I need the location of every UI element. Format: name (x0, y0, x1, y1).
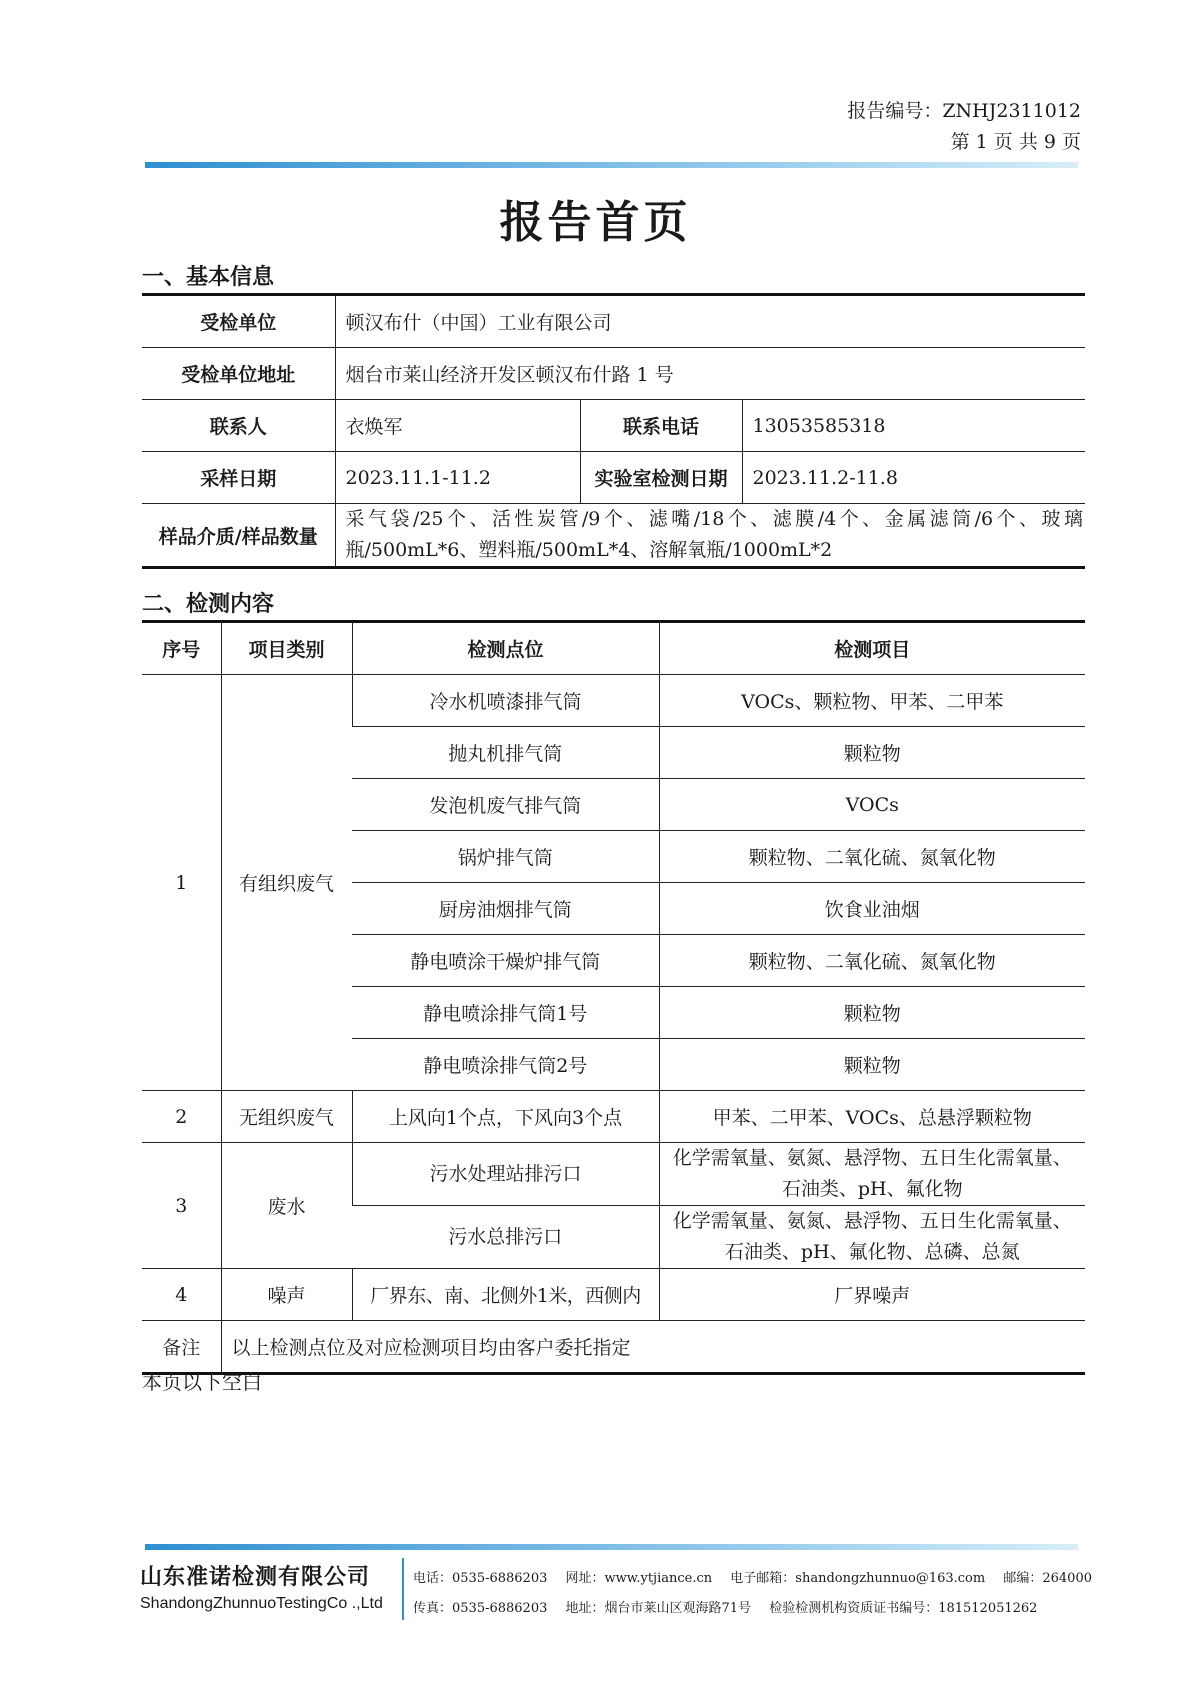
table-row (142, 675, 1085, 727)
detection-items: 饮食业油烟 (659, 883, 1085, 935)
detection-items: VOCs、颗粒物、甲苯、二甲苯 (659, 675, 1085, 727)
footer-address: 地址：烟台市莱山区观海路71号 (565, 1601, 752, 1616)
samples-label: 样品介质/样品数量 (142, 504, 335, 568)
detection-point: 污水处理站排污口 (352, 1143, 659, 1206)
table-row (142, 1143, 1085, 1206)
detection-table (142, 620, 1085, 1375)
lab-date-label: 实验室检测日期 (580, 452, 742, 504)
group-category: 无组织废气 (221, 1091, 352, 1143)
detection-items: VOCs (659, 779, 1085, 831)
inspected-unit-label: 受检单位 (142, 295, 335, 348)
detection-items: 颗粒物、二氧化硫、氮氧化物 (659, 935, 1085, 987)
company-name-cn: 山东准诺检测有限公司 (140, 1565, 371, 1590)
report-header (847, 96, 1081, 158)
footer-fax: 传真：0535-6886203 (413, 1601, 548, 1616)
group-category: 有组织废气 (221, 675, 352, 1091)
sampling-date-value: 2023.11.1-11.2 (335, 452, 580, 504)
footer-website: 网址：www.ytjiance.cn (565, 1571, 713, 1586)
address-value: 烟台市莱山经济开发区顿汉布什路 1 号 (335, 348, 1085, 400)
lab-date-value: 2023.11.2-11.8 (742, 452, 1085, 504)
table-header-row (142, 622, 1085, 675)
footer-contact-line-1 (413, 1567, 1106, 1586)
column-header: 检测点位 (352, 622, 659, 675)
footer-vertical-divider (402, 1558, 404, 1620)
footer-tel: 电话：0535-6886203 (413, 1571, 548, 1586)
detection-items: 颗粒物 (659, 727, 1085, 779)
footer-company (140, 1560, 383, 1613)
detection-items: 颗粒物、二氧化硫、氮氧化物 (659, 831, 1085, 883)
report-number: 报告编号：ZNHJ2311012 (847, 100, 1081, 122)
group-number: 1 (142, 675, 221, 1091)
table-row (142, 400, 1085, 452)
detection-point: 静电喷涂干燥炉排气筒 (352, 935, 659, 987)
sampling-date-label: 采样日期 (142, 452, 335, 504)
blank-below-note: 本页以下空白 (142, 1370, 262, 1394)
detection-point: 冷水机喷漆排气筒 (352, 675, 659, 727)
section-basic-info-heading: 一、基本信息 (142, 264, 275, 290)
column-header: 项目类别 (221, 622, 352, 675)
phone-value: 13053585318 (742, 400, 1085, 452)
table-row (142, 452, 1085, 504)
footer-contact-line-2 (413, 1597, 1051, 1616)
remark-row (142, 1321, 1085, 1374)
inspected-unit-value: 顿汉布什（中国）工业有限公司 (335, 295, 1085, 348)
detection-point: 静电喷涂排气筒2号 (352, 1039, 659, 1091)
table-row (142, 504, 1085, 568)
table-row (142, 1091, 1085, 1143)
detection-items: 颗粒物 (659, 987, 1085, 1039)
table-row (142, 1269, 1085, 1321)
footer-email: 电子邮箱：shandongzhunnuo@163.com (730, 1571, 986, 1586)
column-header: 检测项目 (659, 622, 1085, 675)
group-number: 3 (142, 1143, 221, 1269)
detection-point: 发泡机废气排气筒 (352, 779, 659, 831)
group-category: 噪声 (221, 1269, 352, 1321)
detection-items: 颗粒物 (659, 1039, 1085, 1091)
detection-point: 上风向1个点，下风向3个点 (352, 1091, 659, 1143)
detection-items: 厂界噪声 (659, 1269, 1085, 1321)
footer-divider-bar (145, 1544, 1078, 1550)
company-name-en: ShandongZhunnuoTestingCo .,Ltd (140, 1595, 383, 1612)
column-header: 序号 (142, 622, 221, 675)
detection-items: 甲苯、二甲苯、VOCs、总悬浮颗粒物 (659, 1091, 1085, 1143)
detection-items: 化学需氧量、氨氮、悬浮物、五日生化需氧量、石油类、pH、氟化物 (659, 1143, 1085, 1206)
contact-value: 衣焕军 (335, 400, 580, 452)
section-detection-heading: 二、检测内容 (142, 591, 275, 617)
group-category: 废水 (221, 1143, 352, 1269)
page-title: 报告首页 (499, 197, 692, 248)
detection-point: 污水总排污口 (352, 1206, 659, 1269)
contact-label: 联系人 (142, 400, 335, 452)
detection-point: 厂界东、南、北侧外1米，西侧内 (352, 1269, 659, 1321)
detection-items: 化学需氧量、氨氮、悬浮物、五日生化需氧量、石油类、pH、氟化物、总磷、总氮 (659, 1206, 1085, 1269)
group-number: 4 (142, 1269, 221, 1321)
detection-point: 厨房油烟排气筒 (352, 883, 659, 935)
table-row (142, 295, 1085, 348)
phone-label: 联系电话 (580, 400, 742, 452)
footer-certificate: 检验检测机构资质证书编号：181512051262 (769, 1601, 1038, 1616)
footer-postcode: 邮编：264000 (1003, 1571, 1092, 1586)
table-row (142, 348, 1085, 400)
group-number: 2 (142, 1091, 221, 1143)
samples-value: 采气袋/25个、活性炭管/9个、滤嘴/18个、滤膜/4个、金属滤筒/6个、玻璃瓶/500mL*6、塑料瓶/500mL*4、溶解氧瓶/1000mL*2 (335, 504, 1085, 568)
detection-point: 静电喷涂排气筒1号 (352, 987, 659, 1039)
address-label: 受检单位地址 (142, 348, 335, 400)
remark-label: 备注 (142, 1321, 221, 1374)
basic-info-table (142, 293, 1085, 569)
remark-text: 以上检测点位及对应检测项目均由客户委托指定 (221, 1321, 1085, 1374)
detection-point: 抛丸机排气筒 (352, 727, 659, 779)
page-indicator: 第 1 页 共 9 页 (950, 131, 1081, 153)
header-divider-bar (145, 162, 1078, 168)
detection-point: 锅炉排气筒 (352, 831, 659, 883)
